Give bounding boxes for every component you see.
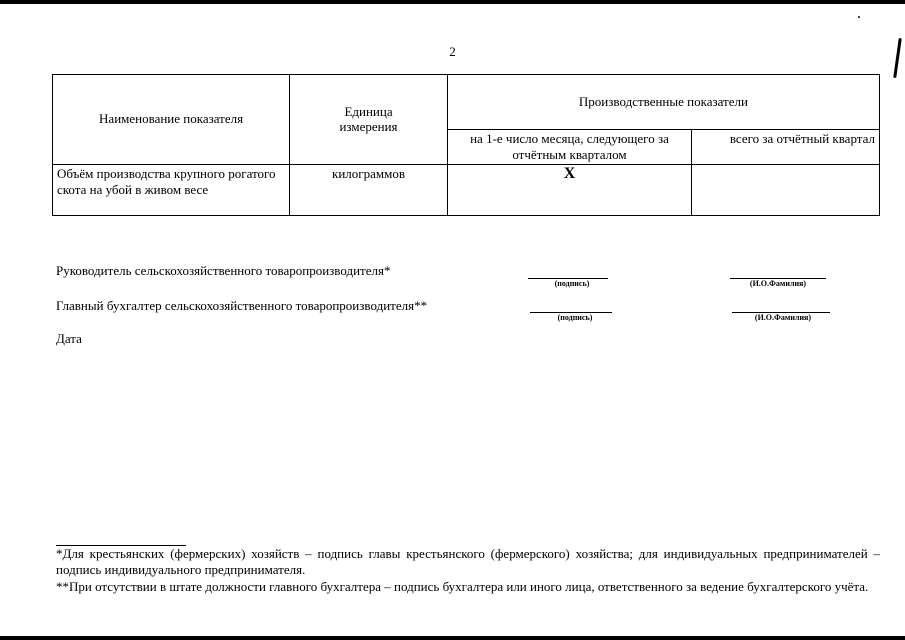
indicators-table: [52, 74, 880, 216]
page-bottom-border: [0, 636, 905, 640]
scan-artifact-dot: [858, 16, 860, 18]
head-signatory-label: Руководитель сельскохозяйственного товаропроизводителя*: [56, 263, 391, 278]
footnote-1: *Для крестьянских (фермерских) хозяйств – подпись главы крестьянского (фермерского) хозяйства; для индивидуальных предпринимателей – подпись индивидуального предпринимателя.: [56, 546, 880, 577]
row-indicator-name: Объём производства крупного рогатого скота на убой в живом весе: [53, 164, 290, 215]
page-number: 2: [449, 44, 456, 59]
header-unit-line1: Единица: [344, 103, 393, 119]
accountant-name-caption: (И.О.Фамилия): [754, 313, 812, 322]
row-value-quarter[interactable]: [692, 164, 880, 215]
header-unit-line2: измерения: [339, 119, 398, 135]
row-value-month: X: [447, 164, 691, 215]
header-total-for-quarter: всего за отчётный квартал: [692, 130, 880, 165]
row-unit: килограммов: [290, 164, 448, 215]
header-production-indicators: Производственные показатели: [447, 75, 879, 130]
table-row: [53, 164, 880, 215]
date-label: Дата: [56, 331, 82, 346]
head-name-caption: (И.О.Фамилия): [749, 279, 807, 288]
header-first-day-of-month: на 1-е число месяца, следующего за отчётным кварталом: [447, 130, 691, 165]
table-header-row: [53, 75, 880, 130]
head-signature-caption: (подпись): [554, 279, 590, 288]
footnote-2: **При отсутствии в штате должности главного бухгалтера – подпись бухгалтера или иного лица, ответственного за ведение бухгалтерского учёта.: [56, 579, 869, 594]
page-top-border: [0, 0, 905, 4]
accountant-signature-caption: (подпись): [557, 313, 593, 322]
header-unit: [290, 75, 448, 165]
header-indicator-name: Наименование показателя: [53, 75, 290, 165]
chief-accountant-label: Главный бухгалтер сельскохозяйственного товаропроизводителя**: [56, 298, 428, 313]
